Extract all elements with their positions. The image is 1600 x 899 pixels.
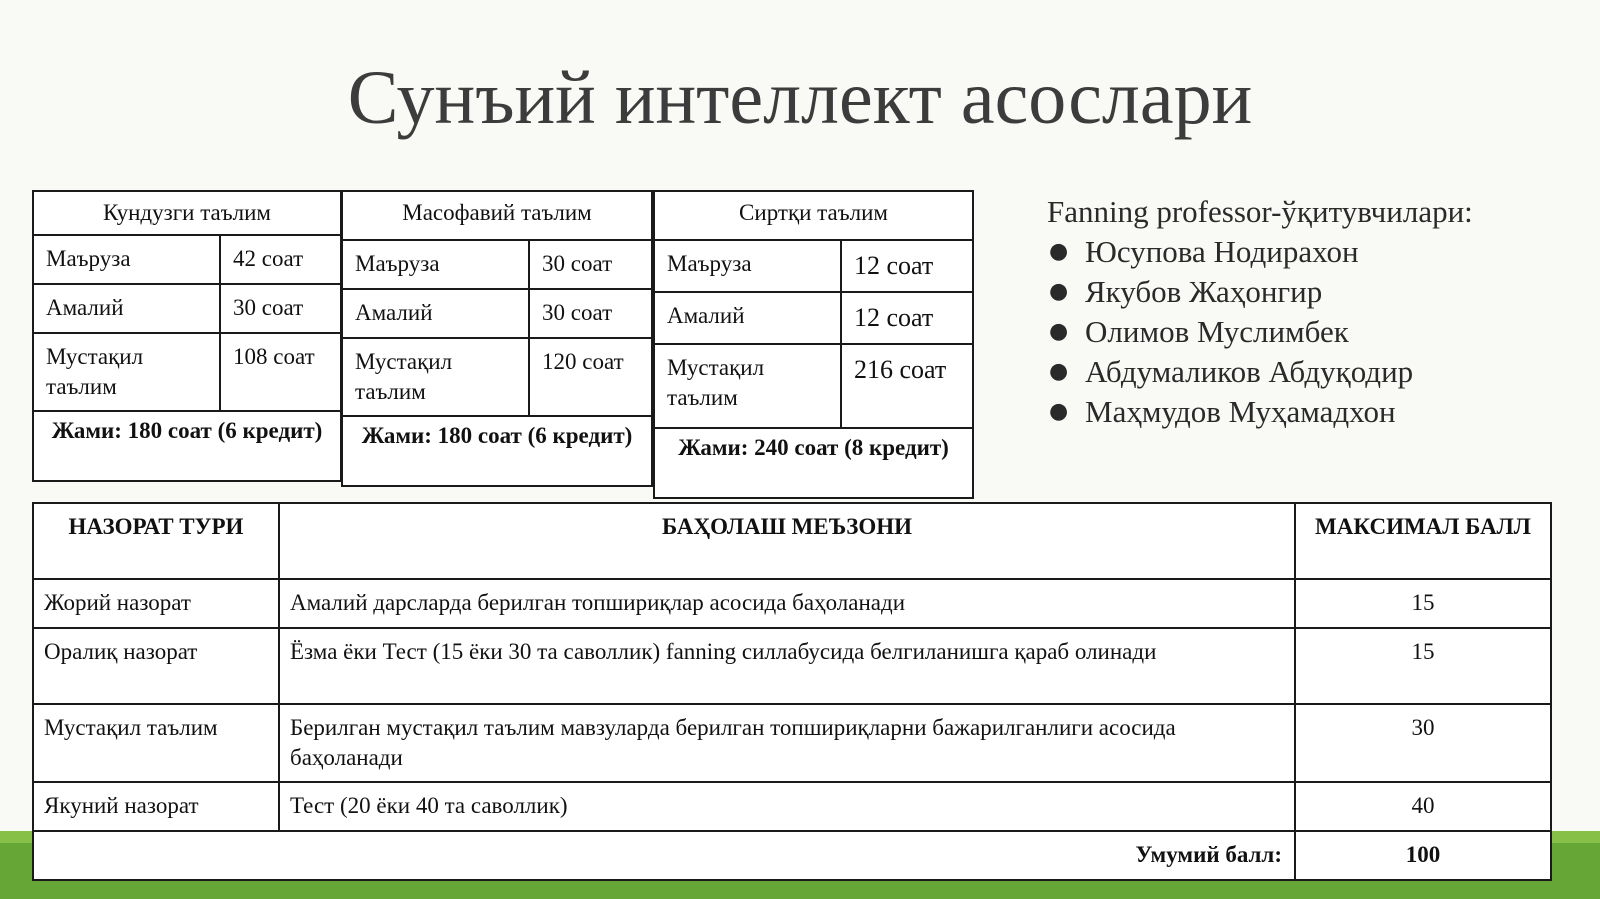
table-row	[33, 579, 1551, 628]
teachers-heading: Fanning professor-ўқитувчилари:	[1047, 194, 1473, 229]
list-item	[1047, 392, 1587, 432]
row-label: Мустақил таълим	[342, 338, 529, 416]
row-label: Мустақил таълим	[33, 333, 220, 411]
row-value: 120 соат	[529, 338, 652, 416]
column-header-max: МАКСИМАЛ БАЛЛ	[1295, 503, 1551, 579]
teacher-name: Абдумаликов Абдуқодир	[1085, 354, 1414, 389]
assessment-table	[32, 502, 1552, 881]
max-score-cell: 15	[1295, 579, 1551, 628]
row-value: 216 соат	[841, 344, 973, 428]
study-form-header: Сиртқи таълим	[654, 191, 973, 240]
list-item	[1047, 272, 1587, 312]
row-value: 12 соат	[841, 240, 973, 292]
list-item	[1047, 352, 1587, 392]
teachers-block	[1047, 192, 1587, 432]
total-row	[33, 831, 1551, 880]
max-score-cell: 15	[1295, 628, 1551, 704]
table-row	[33, 782, 1551, 831]
column-header-criteria: БАҲОЛАШ МЕЪЗОНИ	[279, 503, 1295, 579]
control-type-cell: Мустақил таълим	[33, 704, 279, 782]
control-type-cell: Якуний назорат	[33, 782, 279, 831]
table-row	[33, 628, 1551, 704]
row-label: Амалий	[342, 289, 529, 338]
list-item	[1047, 312, 1587, 352]
row-value: 108 соат	[220, 333, 341, 411]
criteria-cell: Ёзма ёки Тест (15 ёки 30 та саволлик) fanning силлабусида белгиланишга қараб олинади	[279, 628, 1295, 704]
max-score-cell: 40	[1295, 782, 1551, 831]
criteria-cell: Тест (20 ёки 40 та саволлик)	[279, 782, 1295, 831]
row-label: Маъруза	[654, 240, 841, 292]
teacher-name: Якубов Жаҳонгир	[1085, 274, 1323, 309]
page-title: Сунъий интеллект асослари	[347, 56, 1253, 140]
bullet-icon: ●	[1049, 239, 1069, 264]
row-label: Маъруза	[342, 240, 529, 289]
row-label: Маъруза	[33, 235, 220, 284]
teachers-list	[1047, 232, 1587, 432]
teacher-name: Олимов Муслимбек	[1085, 314, 1349, 349]
study-form-table-extramural	[653, 190, 974, 499]
study-form-total: Жами: 180 соат (6 кредит)	[33, 411, 341, 481]
bullet-icon: ●	[1049, 279, 1069, 304]
study-form-total: Жами: 240 соат (8 кредит)	[654, 428, 973, 498]
table-row	[33, 704, 1551, 782]
row-value: 42 соат	[220, 235, 341, 284]
bullet-icon: ●	[1049, 319, 1069, 344]
bullet-icon: ●	[1049, 359, 1069, 384]
row-label: Амалий	[33, 284, 220, 333]
teacher-name: Юсупова Нодирахон	[1085, 234, 1359, 269]
study-form-total: Жами: 180 соат (6 кредит)	[342, 416, 652, 486]
teacher-name: Маҳмудов Муҳамадхон	[1085, 394, 1396, 429]
study-form-table-distance	[341, 190, 653, 487]
max-score-cell: 30	[1295, 704, 1551, 782]
row-value: 30 соат	[529, 240, 652, 289]
row-label: Амалий	[654, 292, 841, 344]
criteria-cell: Берилган мустақил таълим мавзуларда берилган топшириқларни бажарилганлиги асосида баҳоланади	[279, 704, 1295, 782]
row-value: 30 соат	[220, 284, 341, 333]
bullet-icon: ●	[1049, 399, 1069, 424]
row-value: 12 соат	[841, 292, 973, 344]
total-label: Умумий балл:	[33, 831, 1295, 880]
row-value: 30 соат	[529, 289, 652, 338]
table-header-row	[33, 503, 1551, 579]
total-value: 100	[1295, 831, 1551, 880]
study-form-header: Кундузги таълим	[33, 191, 341, 235]
study-form-header: Масофавий таълим	[342, 191, 652, 240]
row-label: Мустақил таълим	[654, 344, 841, 428]
study-form-table-fulltime	[32, 190, 342, 482]
column-header-type: НАЗОРАТ ТУРИ	[33, 503, 279, 579]
control-type-cell: Оралиқ назорат	[33, 628, 279, 704]
list-item	[1047, 232, 1587, 272]
criteria-cell: Амалий дарсларда берилган топшириқлар асосида баҳоланади	[279, 579, 1295, 628]
control-type-cell: Жорий назорат	[33, 579, 279, 628]
